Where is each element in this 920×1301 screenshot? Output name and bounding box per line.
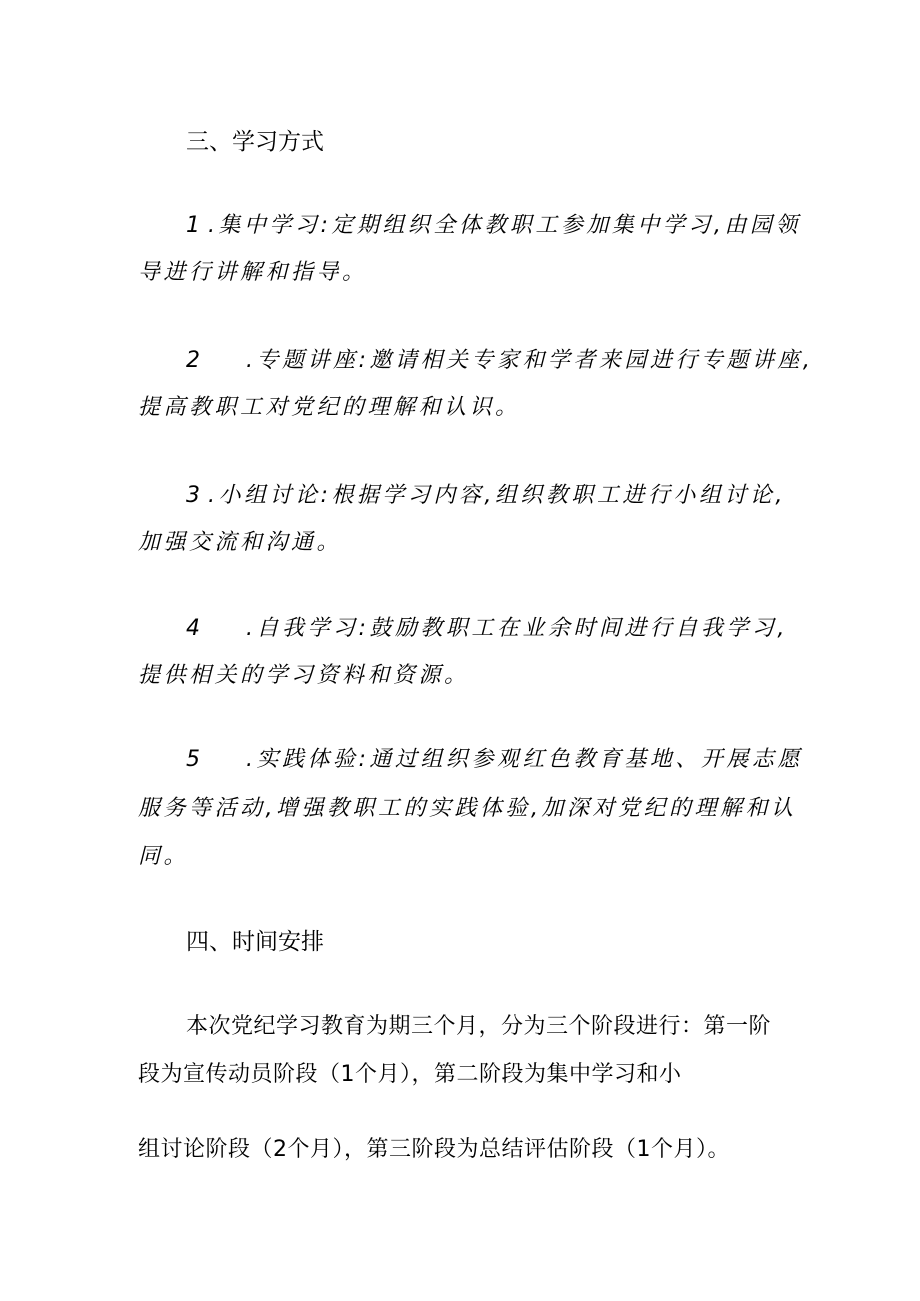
list-item-text: .实践体验:通过组织参观红色教育基地、开展志愿 <box>246 747 803 772</box>
section-3-heading: 三、学习方式 <box>186 129 324 155</box>
list-item-number: 3 <box>186 483 204 508</box>
list-item-1-line-2: 导进行讲解和指导。 <box>138 260 368 285</box>
list-item-number: 1 <box>186 213 204 238</box>
list-item-4-line-2: 提供相关的学习资料和资源。 <box>138 663 470 688</box>
paragraph-line-1: 本次党纪学习教育为期三个月，分为三个阶段进行：第一阶 <box>186 1014 772 1039</box>
list-item-2-line-2: 提高教职工对党纪的理解和认识。 <box>138 395 521 420</box>
list-item-2-line-1 <box>186 346 813 376</box>
paragraph-line-3: 组讨论阶段（2个月），第三阶段为总结评估阶段（1个月）。 <box>138 1137 730 1162</box>
list-item-5-line-1 <box>186 745 803 775</box>
list-item-1-line-1 <box>186 211 801 241</box>
list-item-text: .小组讨论:根据学习内容,组织教职工进行小组讨论, <box>208 483 786 508</box>
list-item-text: .集中学习:定期组织全体教职工参加集中学习,由园领 <box>208 213 801 238</box>
list-item-3-line-1 <box>186 481 786 511</box>
list-item-5-line-2: 服务等活动,增强教职工的实践体验,加深对党纪的理解和认 <box>138 796 797 821</box>
section-4-heading: 四、时间安排 <box>186 929 324 955</box>
list-item-text: .专题讲座:邀请相关专家和学者来园进行专题讲座, <box>246 348 814 373</box>
list-item-text: .自我学习:鼓励教职工在业余时间进行自我学习, <box>246 616 788 641</box>
list-item-4-line-1 <box>186 614 788 644</box>
list-item-number: 4 <box>186 616 204 641</box>
list-item-3-line-2: 加强交流和沟通。 <box>138 530 343 555</box>
list-item-number: 2 <box>186 348 204 373</box>
list-item-5-line-3: 同。 <box>138 844 190 869</box>
paragraph-line-2: 段为宣传动员阶段（1个月），第二阶段为集中学习和小 <box>138 1062 682 1087</box>
list-item-number: 5 <box>186 747 204 772</box>
